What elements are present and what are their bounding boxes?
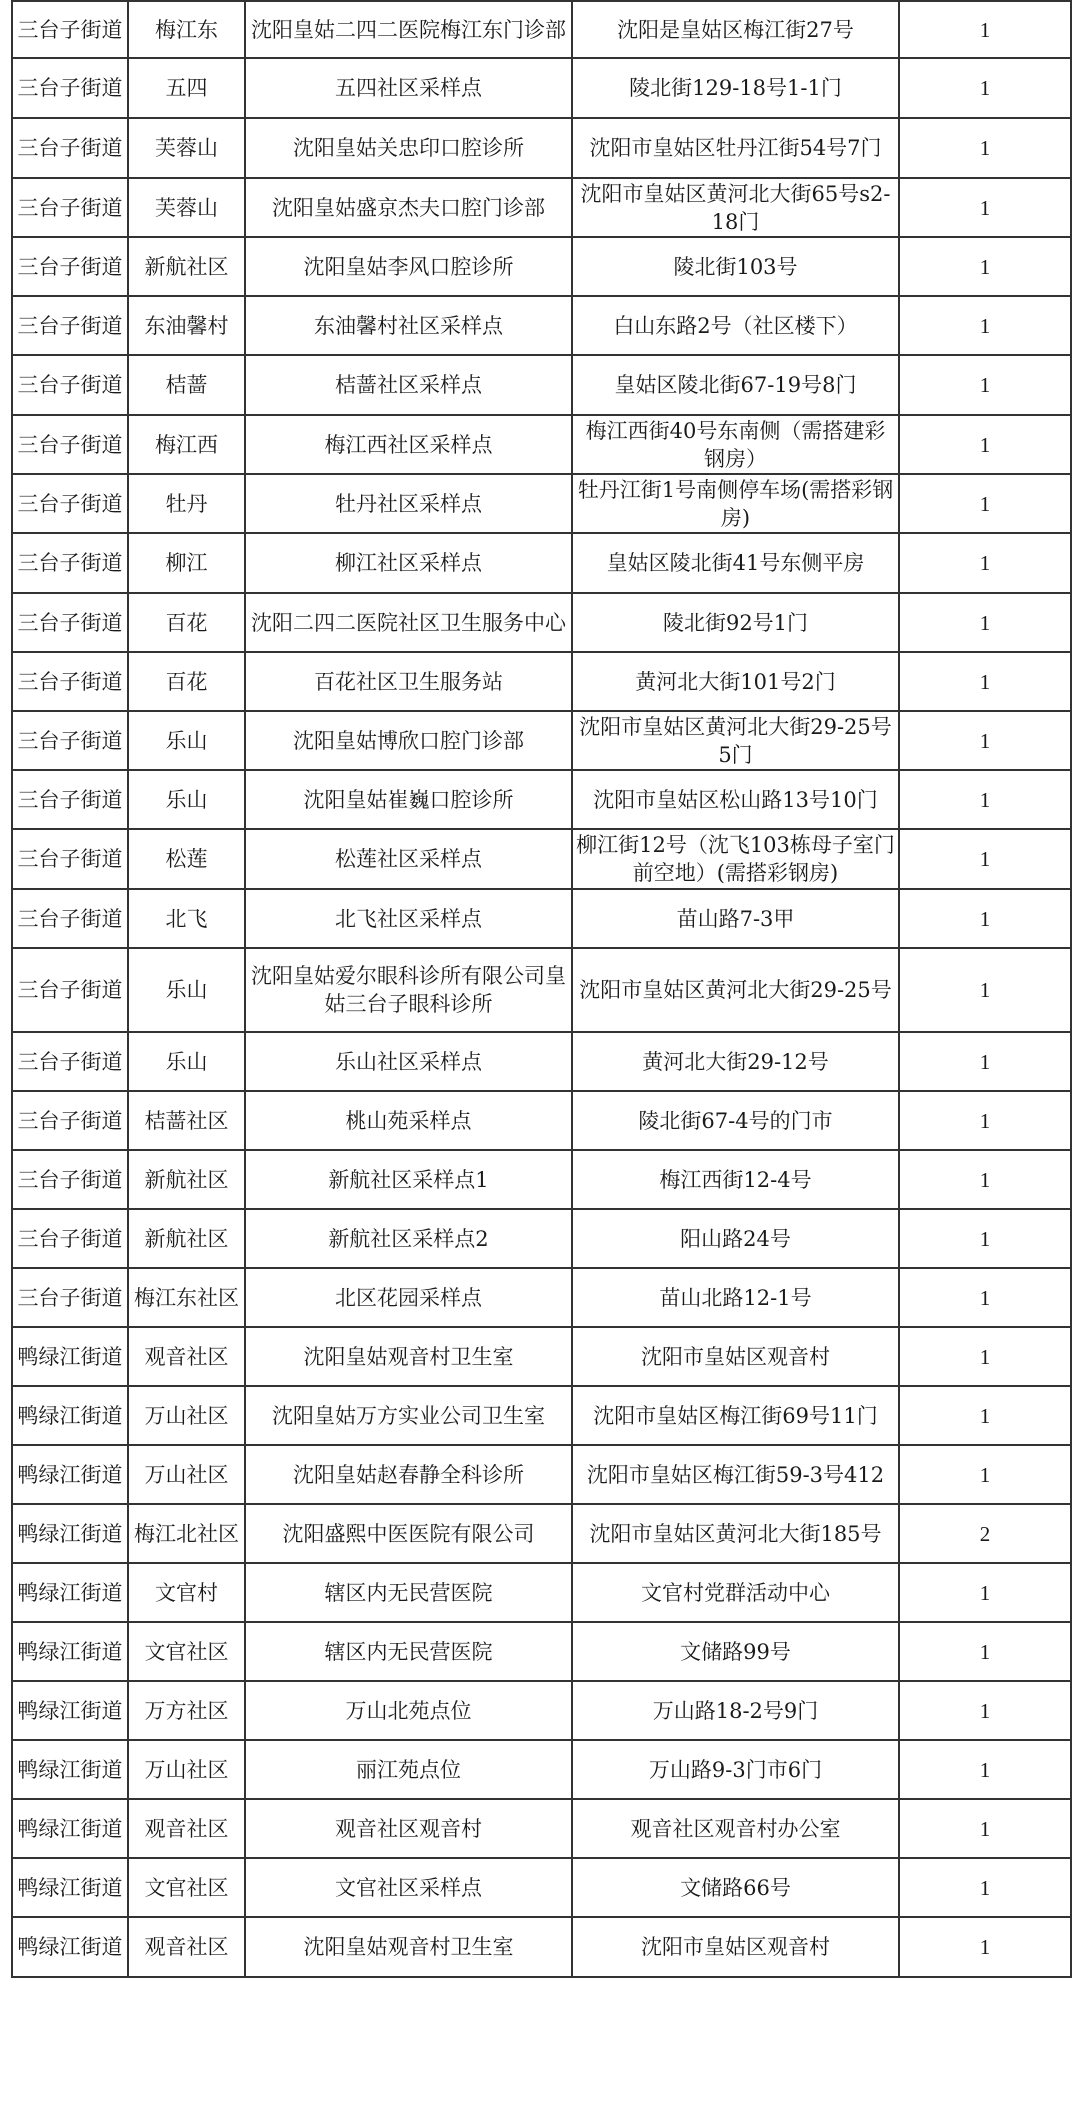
street-cell: 三台子街道 [12, 889, 128, 948]
street-cell: 三台子街道 [12, 1150, 128, 1209]
community-cell: 观音社区 [128, 1327, 245, 1386]
street-cell: 鸭绿江街道 [12, 1327, 128, 1386]
community-cell: 北飞 [128, 889, 245, 948]
table-row [12, 1681, 1071, 1740]
count-cell: 1 [899, 711, 1071, 770]
count-cell: 1 [899, 829, 1071, 889]
community-cell: 芙蓉山 [128, 178, 245, 237]
community-cell: 芙蓉山 [128, 118, 245, 178]
site-name-cell: 万山北苑点位 [245, 1681, 572, 1740]
table-row [12, 474, 1071, 533]
community-cell: 新航社区 [128, 1150, 245, 1209]
site-name-cell: 东油馨村社区采样点 [245, 296, 572, 355]
community-cell: 万方社区 [128, 1681, 245, 1740]
table-row [12, 1150, 1071, 1209]
count-cell: 1 [899, 1327, 1071, 1386]
table-row [12, 1622, 1071, 1681]
site-name-cell: 沈阳皇姑关忠印口腔诊所 [245, 118, 572, 178]
address-cell: 梅江西街40号东南侧（需搭建彩钢房） [572, 415, 899, 474]
address-cell: 沈阳市皇姑区梅江街59-3号412 [572, 1445, 899, 1504]
address-cell: 梅江西街12-4号 [572, 1150, 899, 1209]
site-name-cell: 北区花园采样点 [245, 1268, 572, 1327]
community-cell: 松莲 [128, 829, 245, 889]
table-row [12, 1386, 1071, 1445]
table-row [12, 593, 1071, 652]
street-cell: 鸭绿江街道 [12, 1386, 128, 1445]
street-cell: 三台子街道 [12, 178, 128, 237]
table-row [12, 652, 1071, 711]
site-name-cell: 沈阳盛熙中医医院有限公司 [245, 1504, 572, 1563]
count-cell: 1 [899, 770, 1071, 829]
site-name-cell: 沈阳皇姑二四二医院梅江东门诊部 [245, 1, 572, 58]
site-name-cell: 沈阳皇姑观音村卫生室 [245, 1327, 572, 1386]
site-name-cell: 新航社区采样点2 [245, 1209, 572, 1268]
site-name-cell: 辖区内无民营医院 [245, 1563, 572, 1622]
community-cell: 文官村 [128, 1563, 245, 1622]
street-cell: 三台子街道 [12, 948, 128, 1032]
community-cell: 万山社区 [128, 1445, 245, 1504]
community-cell: 乐山 [128, 711, 245, 770]
street-cell: 鸭绿江街道 [12, 1622, 128, 1681]
community-cell: 新航社区 [128, 1209, 245, 1268]
count-cell: 1 [899, 1445, 1071, 1504]
street-cell: 三台子街道 [12, 118, 128, 178]
count-cell: 1 [899, 1386, 1071, 1445]
street-cell: 三台子街道 [12, 355, 128, 415]
community-cell: 梅江东社区 [128, 1268, 245, 1327]
address-cell: 沈阳市皇姑区观音村 [572, 1327, 899, 1386]
table-row [12, 178, 1071, 237]
table-row [12, 948, 1071, 1032]
community-cell: 百花 [128, 593, 245, 652]
community-cell: 柳江 [128, 533, 245, 593]
table-row [12, 237, 1071, 296]
count-cell: 1 [899, 1681, 1071, 1740]
site-name-cell: 沈阳皇姑崔巍口腔诊所 [245, 770, 572, 829]
address-cell: 沈阳是皇姑区梅江街27号 [572, 1, 899, 58]
street-cell: 鸭绿江街道 [12, 1681, 128, 1740]
count-cell: 1 [899, 58, 1071, 118]
address-cell: 沈阳市皇姑区黄河北大街185号 [572, 1504, 899, 1563]
site-name-cell: 松莲社区采样点 [245, 829, 572, 889]
site-name-cell: 丽江苑点位 [245, 1740, 572, 1799]
site-name-cell: 梅江西社区采样点 [245, 415, 572, 474]
table-row [12, 1563, 1071, 1622]
street-cell: 三台子街道 [12, 652, 128, 711]
count-cell: 1 [899, 1, 1071, 58]
address-cell: 苗山路7-3甲 [572, 889, 899, 948]
community-cell: 文官社区 [128, 1622, 245, 1681]
table-row [12, 296, 1071, 355]
count-cell: 1 [899, 1917, 1071, 1977]
count-cell: 1 [899, 1032, 1071, 1091]
street-cell: 鸭绿江街道 [12, 1917, 128, 1977]
count-cell: 1 [899, 1799, 1071, 1858]
site-name-cell: 乐山社区采样点 [245, 1032, 572, 1091]
community-cell: 万山社区 [128, 1740, 245, 1799]
table-row [12, 770, 1071, 829]
table-row [12, 1032, 1071, 1091]
street-cell: 三台子街道 [12, 1209, 128, 1268]
site-name-cell: 沈阳皇姑万方实业公司卫生室 [245, 1386, 572, 1445]
address-cell: 陵北街129-18号1-1门 [572, 58, 899, 118]
site-name-cell: 沈阳皇姑观音村卫生室 [245, 1917, 572, 1977]
address-cell: 万山路9-3门市6门 [572, 1740, 899, 1799]
count-cell: 1 [899, 1209, 1071, 1268]
address-cell: 文储路66号 [572, 1858, 899, 1917]
site-name-cell: 柳江社区采样点 [245, 533, 572, 593]
sampling-site-table [11, 0, 1072, 1978]
community-cell: 百花 [128, 652, 245, 711]
count-cell: 1 [899, 533, 1071, 593]
table-row [12, 58, 1071, 118]
street-cell: 鸭绿江街道 [12, 1799, 128, 1858]
address-cell: 沈阳市皇姑区观音村 [572, 1917, 899, 1977]
site-name-cell: 沈阳二四二医院社区卫生服务中心 [245, 593, 572, 652]
address-cell: 文官村党群活动中心 [572, 1563, 899, 1622]
site-name-cell: 五四社区采样点 [245, 58, 572, 118]
table-body [12, 1, 1071, 1977]
address-cell: 文储路99号 [572, 1622, 899, 1681]
community-cell: 文官社区 [128, 1858, 245, 1917]
street-cell: 三台子街道 [12, 829, 128, 889]
address-cell: 陵北街103号 [572, 237, 899, 296]
site-name-cell: 新航社区采样点1 [245, 1150, 572, 1209]
site-name-cell: 沈阳皇姑爱尔眼科诊所有限公司皇姑三台子眼科诊所 [245, 948, 572, 1032]
count-cell: 1 [899, 1150, 1071, 1209]
address-cell: 陵北街92号1门 [572, 593, 899, 652]
community-cell: 乐山 [128, 948, 245, 1032]
count-cell: 1 [899, 296, 1071, 355]
community-cell: 牡丹 [128, 474, 245, 533]
community-cell: 东油馨村 [128, 296, 245, 355]
table-row [12, 415, 1071, 474]
address-cell: 皇姑区陵北街67-19号8门 [572, 355, 899, 415]
table-row [12, 355, 1071, 415]
table-row [12, 533, 1071, 593]
site-name-cell: 桔蔷社区采样点 [245, 355, 572, 415]
site-name-cell: 牡丹社区采样点 [245, 474, 572, 533]
street-cell: 三台子街道 [12, 1032, 128, 1091]
address-cell: 沈阳市皇姑区黄河北大街65号s2-18门 [572, 178, 899, 237]
count-cell: 1 [899, 1563, 1071, 1622]
count-cell: 1 [899, 355, 1071, 415]
address-cell: 万山路18-2号9门 [572, 1681, 899, 1740]
table-row [12, 1799, 1071, 1858]
table-row [12, 118, 1071, 178]
address-cell: 沈阳市皇姑区梅江街69号11门 [572, 1386, 899, 1445]
address-cell: 观音社区观音村办公室 [572, 1799, 899, 1858]
address-cell: 沈阳市皇姑区松山路13号10门 [572, 770, 899, 829]
street-cell: 三台子街道 [12, 296, 128, 355]
community-cell: 乐山 [128, 1032, 245, 1091]
count-cell: 1 [899, 1858, 1071, 1917]
count-cell: 1 [899, 1091, 1071, 1150]
address-cell: 牡丹江街1号南侧停车场(需搭彩钢房) [572, 474, 899, 533]
table-row [12, 829, 1071, 889]
table-row [12, 1445, 1071, 1504]
community-cell: 梅江东 [128, 1, 245, 58]
address-cell: 陵北街67-4号的门市 [572, 1091, 899, 1150]
count-cell: 1 [899, 415, 1071, 474]
address-cell: 黄河北大街101号2门 [572, 652, 899, 711]
count-cell: 1 [899, 474, 1071, 533]
street-cell: 三台子街道 [12, 1268, 128, 1327]
street-cell: 三台子街道 [12, 533, 128, 593]
community-cell: 桔蔷社区 [128, 1091, 245, 1150]
community-cell: 桔蔷 [128, 355, 245, 415]
address-cell: 沈阳市皇姑区黄河北大街29-25号 [572, 948, 899, 1032]
site-name-cell: 沈阳皇姑赵春静全科诊所 [245, 1445, 572, 1504]
address-cell: 柳江街12号（沈飞103栋母子室门前空地）(需搭彩钢房) [572, 829, 899, 889]
street-cell: 三台子街道 [12, 58, 128, 118]
count-cell: 1 [899, 948, 1071, 1032]
table-row [12, 889, 1071, 948]
table-row [12, 1, 1071, 58]
table-row [12, 1268, 1071, 1327]
site-name-cell: 沈阳皇姑李风口腔诊所 [245, 237, 572, 296]
address-cell: 黄河北大街29-12号 [572, 1032, 899, 1091]
table-row [12, 1091, 1071, 1150]
community-cell: 梅江北社区 [128, 1504, 245, 1563]
street-cell: 三台子街道 [12, 415, 128, 474]
street-cell: 三台子街道 [12, 593, 128, 652]
site-name-cell: 北飞社区采样点 [245, 889, 572, 948]
street-cell: 三台子街道 [12, 711, 128, 770]
count-cell: 1 [899, 889, 1071, 948]
count-cell: 1 [899, 593, 1071, 652]
street-cell: 三台子街道 [12, 770, 128, 829]
address-cell: 沈阳市皇姑区黄河北大街29-25号5门 [572, 711, 899, 770]
street-cell: 鸭绿江街道 [12, 1858, 128, 1917]
address-cell: 沈阳市皇姑区牡丹江街54号7门 [572, 118, 899, 178]
count-cell: 1 [899, 1622, 1071, 1681]
street-cell: 三台子街道 [12, 1091, 128, 1150]
community-cell: 梅江西 [128, 415, 245, 474]
site-name-cell: 桃山苑采样点 [245, 1091, 572, 1150]
table-row [12, 1209, 1071, 1268]
count-cell: 1 [899, 118, 1071, 178]
table-row [12, 1504, 1071, 1563]
address-cell: 阳山路24号 [572, 1209, 899, 1268]
community-cell: 万山社区 [128, 1386, 245, 1445]
count-cell: 1 [899, 652, 1071, 711]
count-cell: 1 [899, 178, 1071, 237]
community-cell: 乐山 [128, 770, 245, 829]
street-cell: 三台子街道 [12, 474, 128, 533]
street-cell: 鸭绿江街道 [12, 1563, 128, 1622]
site-name-cell: 沈阳皇姑盛京杰夫口腔门诊部 [245, 178, 572, 237]
address-cell: 皇姑区陵北街41号东侧平房 [572, 533, 899, 593]
community-cell: 新航社区 [128, 237, 245, 296]
count-cell: 1 [899, 1268, 1071, 1327]
street-cell: 鸭绿江街道 [12, 1445, 128, 1504]
community-cell: 观音社区 [128, 1917, 245, 1977]
table-row [12, 1327, 1071, 1386]
street-cell: 鸭绿江街道 [12, 1740, 128, 1799]
count-cell: 1 [899, 237, 1071, 296]
site-name-cell: 辖区内无民营医院 [245, 1622, 572, 1681]
table-row [12, 1858, 1071, 1917]
count-cell: 2 [899, 1504, 1071, 1563]
table-row [12, 1740, 1071, 1799]
site-name-cell: 观音社区观音村 [245, 1799, 572, 1858]
address-cell: 白山东路2号（社区楼下） [572, 296, 899, 355]
site-name-cell: 文官社区采样点 [245, 1858, 572, 1917]
street-cell: 三台子街道 [12, 237, 128, 296]
street-cell: 三台子街道 [12, 1, 128, 58]
table-row [12, 711, 1071, 770]
community-cell: 观音社区 [128, 1799, 245, 1858]
count-cell: 1 [899, 1740, 1071, 1799]
address-cell: 苗山北路12-1号 [572, 1268, 899, 1327]
site-name-cell: 沈阳皇姑博欣口腔门诊部 [245, 711, 572, 770]
site-name-cell: 百花社区卫生服务站 [245, 652, 572, 711]
street-cell: 鸭绿江街道 [12, 1504, 128, 1563]
community-cell: 五四 [128, 58, 245, 118]
table-row [12, 1917, 1071, 1977]
